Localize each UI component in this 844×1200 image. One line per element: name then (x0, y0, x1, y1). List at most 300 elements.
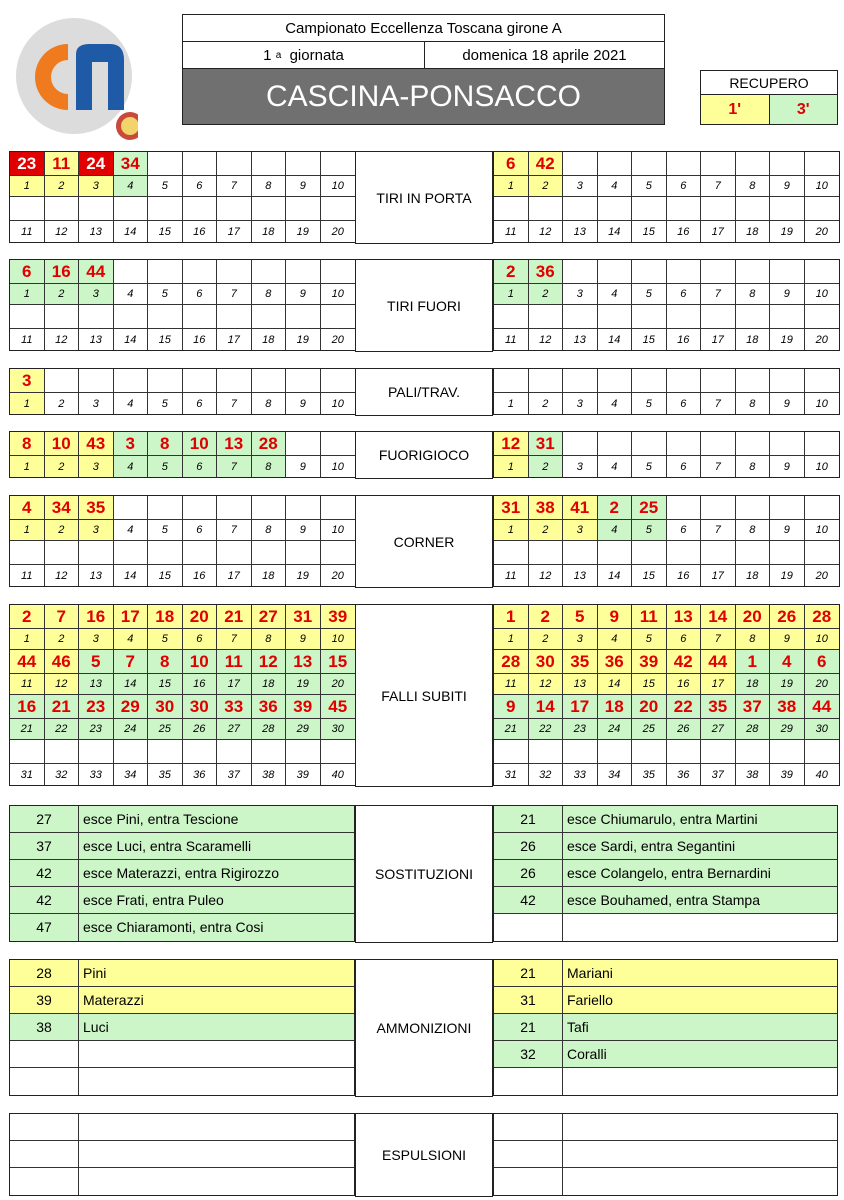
away-corner-index: 19 (770, 565, 805, 586)
home-tiri-fuori-value (114, 305, 149, 329)
away-pali-trav-value (529, 369, 564, 393)
away-corner-index: 14 (598, 565, 633, 586)
home-expulsions-row (10, 1114, 354, 1141)
home-tiri-fuori-value (321, 305, 356, 329)
home-tiri-in-porta-index: 3 (79, 176, 114, 197)
away-falli-subiti-value (667, 740, 702, 764)
away-tiri-fuori-value (632, 260, 667, 284)
home-falli-subiti-value: 5 (79, 650, 114, 674)
away-corner-index: 11 (494, 565, 529, 586)
home-pali-trav-value (321, 369, 356, 393)
home-falli-subiti-value (10, 740, 45, 764)
home-tiri-fuori-index: 7 (217, 284, 252, 305)
home-substitutions-row (10, 833, 354, 860)
home-corner-value: 35 (79, 496, 114, 520)
away-tiri-in-porta-value (805, 152, 840, 176)
home-tiri-fuori-index: 5 (148, 284, 183, 305)
away-falli-subiti-value: 28 (494, 650, 529, 674)
match-title: CASCINA-PONSACCO (183, 69, 664, 124)
away-corner-value (529, 541, 564, 565)
home-fuorigioco-index: 1 (10, 456, 45, 477)
home-substitutions-row (10, 887, 354, 914)
away-tiri-in-porta-index: 2 (529, 176, 564, 197)
home-falli-subiti-value: 23 (79, 695, 114, 719)
home-tiri-in-porta-value (217, 197, 252, 221)
minute: 31 (494, 987, 563, 1013)
home-falli-subiti-value: 36 (252, 695, 287, 719)
away-expulsions-row (494, 1141, 837, 1168)
away-substitutions-table (493, 805, 838, 942)
away-falli-subiti-index: 30 (805, 719, 840, 740)
away-tiri-fuori-value (667, 305, 702, 329)
recupero-first-half: 1' (701, 95, 770, 124)
home-falli-subiti-index: 35 (148, 764, 183, 785)
away-falli-subiti-value (805, 740, 840, 764)
minute: 27 (10, 806, 79, 832)
away-pali-trav-grid (493, 368, 840, 415)
away-tiri-in-porta-index: 17 (701, 221, 736, 242)
away-tiri-fuori-value: 2 (494, 260, 529, 284)
home-tiri-fuori-index: 13 (79, 329, 114, 350)
home-falli-subiti-value (252, 740, 287, 764)
away-tiri-in-porta-value (563, 197, 598, 221)
away-pali-trav-index: 1 (494, 393, 529, 414)
home-tiri-fuori-index: 1 (10, 284, 45, 305)
away-falli-subiti-index: 4 (598, 629, 633, 650)
home-falli-subiti-value: 13 (286, 650, 321, 674)
away-corner-value (563, 541, 598, 565)
away-corner-value (770, 541, 805, 565)
home-falli-subiti-index: 17 (217, 674, 252, 695)
away-corner-value: 38 (529, 496, 564, 520)
away-tiri-in-porta-value (667, 197, 702, 221)
away-corner-index: 5 (632, 520, 667, 541)
corner-label: CORNER (355, 495, 493, 588)
away-tiri-fuori-value (701, 260, 736, 284)
home-corner-value (183, 496, 218, 520)
home-pali-trav-value (217, 369, 252, 393)
tiri-in-porta-label: TIRI IN PORTA (355, 151, 493, 244)
away-tiri-in-porta-value (736, 152, 771, 176)
away-fuorigioco-index: 7 (701, 456, 736, 477)
home-tiri-fuori-value (286, 260, 321, 284)
away-tiri-in-porta-index: 15 (632, 221, 667, 242)
away-fuorigioco-index: 8 (736, 456, 771, 477)
away-fuorigioco-index: 9 (770, 456, 805, 477)
minute: 42 (10, 887, 79, 913)
away-falli-subiti-value: 6 (805, 650, 840, 674)
minute: 42 (494, 887, 563, 913)
home-pali-trav-value (148, 369, 183, 393)
away-pali-trav-value (494, 369, 529, 393)
home-falli-subiti-value: 30 (183, 695, 218, 719)
home-bookings-table (9, 959, 355, 1096)
home-tiri-fuori-index: 14 (114, 329, 149, 350)
away-falli-subiti-index: 1 (494, 629, 529, 650)
away-tiri-in-porta-value (701, 197, 736, 221)
minute (10, 1168, 79, 1195)
away-fuorigioco-index: 2 (529, 456, 564, 477)
home-tiri-fuori-index: 15 (148, 329, 183, 350)
away-fuorigioco-value (736, 432, 771, 456)
event-text: Mariani (567, 965, 613, 981)
home-corner-value (217, 541, 252, 565)
home-tiri-in-porta-index: 14 (114, 221, 149, 242)
home-tiri-in-porta-index: 15 (148, 221, 183, 242)
home-falli-subiti-value: 46 (45, 650, 80, 674)
home-tiri-in-porta-index: 7 (217, 176, 252, 197)
home-falli-subiti-index: 29 (286, 719, 321, 740)
away-tiri-fuori-value (494, 305, 529, 329)
away-corner-value: 25 (632, 496, 667, 520)
away-tiri-in-porta-value (770, 197, 805, 221)
home-corner-index: 14 (114, 565, 149, 586)
home-tiri-in-porta-value (183, 197, 218, 221)
home-pali-trav-value (252, 369, 287, 393)
home-falli-subiti-value: 12 (252, 650, 287, 674)
home-pali-trav-index: 1 (10, 393, 45, 414)
home-tiri-fuori-index: 20 (331, 333, 344, 346)
away-tiri-in-porta-index: 4 (598, 176, 633, 197)
minute: 47 (10, 914, 79, 941)
home-tiri-fuori-value (252, 305, 287, 329)
away-falli-subiti-index: 3 (563, 629, 598, 650)
minute (494, 1168, 563, 1195)
event-text: esce Pini, entra Tescione (83, 811, 239, 827)
home-falli-subiti-value (217, 740, 252, 764)
home-falli-subiti-index: 9 (286, 629, 321, 650)
minute: 21 (494, 1014, 563, 1040)
away-tiri-fuori-index: 8 (736, 284, 771, 305)
away-tiri-in-porta-value: 6 (494, 152, 529, 176)
away-tiri-fuori-index: 1 (494, 284, 529, 305)
home-fuorigioco-value: 13 (217, 432, 252, 456)
home-fuorigioco-index: 7 (217, 456, 252, 477)
event-text: esce Bouhamed, entra Stampa (567, 892, 761, 908)
away-corner-value (494, 541, 529, 565)
event-text (79, 1068, 354, 1095)
home-falli-subiti-index: 12 (45, 674, 80, 695)
event-text: esce Colangelo, entra Bernardini (567, 865, 771, 881)
away-corner-value (701, 541, 736, 565)
away-tiri-fuori-index: 18 (736, 329, 771, 350)
bookings-label: AMMONIZIONI (355, 959, 493, 1097)
away-tiri-fuori-index: 9 (770, 284, 805, 305)
away-tiri-fuori-value (667, 260, 702, 284)
away-pali-trav-index: 3 (563, 393, 598, 414)
away-falli-subiti-value (736, 740, 771, 764)
home-corner-value: 4 (10, 496, 45, 520)
away-corner-value (632, 541, 667, 565)
away-falli-subiti-value: 22 (667, 695, 702, 719)
away-falli-subiti-value: 1 (736, 650, 771, 674)
away-falli-subiti-index: 38 (736, 764, 771, 785)
home-falli-subiti-index: 30 (321, 719, 356, 740)
away-corner-value (736, 541, 771, 565)
home-falli-subiti-value (45, 740, 80, 764)
away-tiri-fuori-grid (493, 259, 840, 351)
fuorigioco-label: FUORIGIOCO (355, 431, 493, 479)
away-falli-subiti-index: 36 (667, 764, 702, 785)
home-corner-value (252, 541, 287, 565)
away-tiri-fuori-value (563, 260, 598, 284)
home-falli-subiti-value: 8 (148, 650, 183, 674)
home-pali-trav-index: 8 (252, 393, 287, 414)
away-falli-subiti-index: 34 (598, 764, 633, 785)
away-tiri-in-porta-value (632, 152, 667, 176)
home-expulsions-table (9, 1113, 355, 1196)
home-tiri-fuori-value (286, 305, 321, 329)
home-corner-value (148, 496, 183, 520)
home-falli-subiti-index: 38 (252, 764, 287, 785)
home-tiri-fuori-index: 17 (217, 329, 252, 350)
home-falli-subiti-value: 18 (148, 605, 183, 629)
home-falli-subiti-value: 21 (217, 605, 252, 629)
away-tiri-fuori-index: 15 (632, 329, 667, 350)
home-pali-trav-index: 3 (79, 393, 114, 414)
away-tiri-in-porta-index: 10 (805, 176, 840, 197)
home-corner-value: 34 (45, 496, 80, 520)
home-falli-subiti-index: 22 (45, 719, 80, 740)
home-falli-subiti-value: 11 (217, 650, 252, 674)
home-pali-trav-value (286, 369, 321, 393)
home-falli-subiti-value: 31 (286, 605, 321, 629)
home-falli-subiti-index: 24 (114, 719, 149, 740)
home-falli-subiti-index: 31 (10, 764, 45, 785)
home-fuorigioco-value: 43 (79, 432, 114, 456)
event-text: esce Luci, entra Scaramelli (83, 838, 252, 854)
away-tiri-fuori-index: 20 (815, 333, 828, 346)
away-falli-subiti-index: 7 (701, 629, 736, 650)
home-corner-index: 7 (217, 520, 252, 541)
home-falli-subiti-value: 45 (321, 695, 356, 719)
minute: 26 (494, 833, 563, 859)
away-bookings-row (494, 960, 837, 987)
home-falli-subiti-index: 5 (148, 629, 183, 650)
minute (494, 1114, 563, 1140)
home-fuorigioco-index: 8 (252, 456, 287, 477)
away-corner-value (667, 541, 702, 565)
event-text (563, 914, 837, 941)
away-falli-subiti-value: 14 (529, 695, 564, 719)
event-text (563, 1168, 837, 1195)
home-pali-trav-index: 2 (45, 393, 80, 414)
match-date: domenica 18 aprile 2021 (462, 46, 627, 64)
away-falli-subiti-index: 39 (770, 764, 805, 785)
home-tiri-fuori-index: 8 (252, 284, 287, 305)
away-tiri-in-porta-value (494, 197, 529, 221)
home-tiri-fuori-value (321, 260, 356, 284)
away-falli-subiti-index: 9 (770, 629, 805, 650)
home-falli-subiti-index: 37 (217, 764, 252, 785)
home-bookings-row (10, 1068, 354, 1095)
home-tiri-fuori-index: 6 (183, 284, 218, 305)
away-tiri-in-porta-index: 20 (815, 225, 828, 238)
pali-trav-label: PALI/TRAV. (355, 368, 493, 416)
away-tiri-in-porta-index: 13 (563, 221, 598, 242)
away-tiri-fuori-value (701, 305, 736, 329)
away-bookings-row (494, 1014, 837, 1041)
away-tiri-in-porta-index: 19 (770, 221, 805, 242)
home-tiri-in-porta-value (286, 152, 321, 176)
home-falli-subiti-index: 33 (79, 764, 114, 785)
home-tiri-in-porta-index: 9 (286, 176, 321, 197)
away-substitutions-row (494, 887, 837, 914)
home-falli-subiti-value: 2 (10, 605, 45, 629)
away-falli-subiti-value: 4 (770, 650, 805, 674)
home-tiri-fuori-value (45, 305, 80, 329)
away-pali-trav-value (632, 369, 667, 393)
event-text (79, 1141, 354, 1167)
home-corner-index: 15 (148, 565, 183, 586)
home-tiri-fuori-value (10, 305, 45, 329)
away-tiri-in-porta-index: 6 (667, 176, 702, 197)
away-tiri-in-porta-value (529, 197, 564, 221)
away-fuorigioco-value (563, 432, 598, 456)
away-falli-subiti-index: 15 (632, 674, 667, 695)
home-corner-index: 11 (10, 565, 45, 586)
round-label: 1 a giornata (183, 42, 425, 68)
home-tiri-in-porta-value: 11 (45, 152, 80, 176)
away-tiri-fuori-index: 6 (667, 284, 702, 305)
minute: 37 (10, 833, 79, 859)
away-corner-index: 17 (701, 565, 736, 586)
away-tiri-fuori-value (736, 305, 771, 329)
home-tiri-fuori-value (252, 260, 287, 284)
home-bookings-row (10, 960, 354, 987)
home-falli-subiti-index: 7 (217, 629, 252, 650)
home-falli-subiti-index: 1 (10, 629, 45, 650)
home-falli-subiti-index: 19 (286, 674, 321, 695)
away-tiri-in-porta-index: 8 (736, 176, 771, 197)
away-falli-subiti-index: 23 (563, 719, 598, 740)
away-pali-trav-value (598, 369, 633, 393)
home-fuorigioco-index: 6 (183, 456, 218, 477)
away-falli-subiti-index: 12 (529, 674, 564, 695)
home-fuorigioco-value (321, 432, 356, 456)
home-falli-subiti-value (79, 740, 114, 764)
home-tiri-in-porta-index: 1 (10, 176, 45, 197)
event-text (79, 1041, 354, 1067)
away-pali-trav-index: 7 (701, 393, 736, 414)
home-tiri-fuori-index: 4 (114, 284, 149, 305)
away-pali-trav-index: 10 (815, 397, 828, 410)
away-corner-grid (493, 495, 840, 587)
home-corner-value (286, 496, 321, 520)
away-falli-subiti-index: 31 (494, 764, 529, 785)
home-corner-grid (9, 495, 356, 587)
minute (494, 1141, 563, 1167)
home-tiri-in-porta-value: 34 (114, 152, 149, 176)
home-falli-subiti-value (286, 740, 321, 764)
away-tiri-fuori-index: 16 (667, 329, 702, 350)
home-tiri-fuori-value: 44 (79, 260, 114, 284)
home-falli-subiti-index: 11 (10, 674, 45, 695)
away-fuorigioco-index: 5 (632, 456, 667, 477)
away-pali-trav-value (736, 369, 771, 393)
away-falli-subiti-index: 18 (736, 674, 771, 695)
away-falli-subiti-index: 8 (736, 629, 771, 650)
away-falli-subiti-grid (493, 604, 840, 786)
home-falli-subiti-index: 6 (183, 629, 218, 650)
home-tiri-in-porta-value (79, 197, 114, 221)
home-tiri-in-porta-index: 17 (217, 221, 252, 242)
away-tiri-in-porta-value (598, 152, 633, 176)
home-tiri-fuori-value: 6 (10, 260, 45, 284)
home-falli-subiti-index: 25 (148, 719, 183, 740)
home-corner-value (286, 541, 321, 565)
home-falli-subiti-value: 7 (45, 605, 80, 629)
home-tiri-fuori-value (148, 305, 183, 329)
home-falli-subiti-value (148, 740, 183, 764)
away-corner-index: 9 (770, 520, 805, 541)
away-tiri-fuori-index: 17 (701, 329, 736, 350)
away-falli-subiti-index: 10 (805, 629, 840, 650)
away-falli-subiti-index: 11 (494, 674, 529, 695)
home-corner-index: 18 (252, 565, 287, 586)
home-tiri-in-porta-index: 8 (252, 176, 287, 197)
minute (494, 914, 563, 941)
away-corner-index: 6 (667, 520, 702, 541)
away-falli-subiti-index: 26 (667, 719, 702, 740)
away-falli-subiti-value: 37 (736, 695, 771, 719)
event-text: esce Frati, entra Puleo (83, 892, 224, 908)
away-pali-trav-value (701, 369, 736, 393)
away-fuorigioco-value (770, 432, 805, 456)
away-substitutions-row (494, 860, 837, 887)
away-falli-subiti-index: 13 (563, 674, 598, 695)
away-corner-index: 10 (805, 520, 840, 541)
away-corner-index: 15 (632, 565, 667, 586)
away-falli-subiti-value: 9 (494, 695, 529, 719)
event-text: esce Materazzi, entra Rigirozzo (83, 865, 280, 881)
home-tiri-in-porta-value (286, 197, 321, 221)
away-tiri-fuori-value (598, 305, 633, 329)
home-tiri-in-porta-value (183, 152, 218, 176)
home-pali-trav-index: 9 (286, 393, 321, 414)
away-corner-value (736, 496, 771, 520)
home-corner-index: 1 (10, 520, 45, 541)
home-falli-subiti-value: 44 (10, 650, 45, 674)
home-tiri-in-porta-value (217, 152, 252, 176)
home-fuorigioco-value: 8 (10, 432, 45, 456)
away-corner-value: 41 (563, 496, 598, 520)
away-tiri-in-porta-index: 7 (701, 176, 736, 197)
home-tiri-in-porta-index: 2 (45, 176, 80, 197)
minute: 21 (494, 960, 563, 986)
recupero-box (700, 70, 838, 125)
home-pali-trav-value (114, 369, 149, 393)
home-tiri-fuori-index: 16 (183, 329, 218, 350)
away-tiri-in-porta-grid (493, 151, 840, 243)
home-expulsions-row (10, 1141, 354, 1168)
away-tiri-fuori-index: 2 (529, 284, 564, 305)
away-tiri-fuori-index: 7 (701, 284, 736, 305)
away-falli-subiti-value (701, 740, 736, 764)
home-falli-subiti-index: 40 (331, 768, 344, 781)
home-tiri-in-porta-index: 19 (286, 221, 321, 242)
home-fuorigioco-grid (9, 431, 356, 478)
away-falli-subiti-value (770, 740, 805, 764)
away-falli-subiti-value: 2 (529, 605, 564, 629)
substitutions-label: SOSTITUZIONI (355, 805, 493, 943)
away-pali-trav-value (770, 369, 805, 393)
home-falli-subiti-index: 13 (79, 674, 114, 695)
home-fuorigioco-value: 28 (252, 432, 287, 456)
away-tiri-in-porta-value (563, 152, 598, 176)
minute: 38 (10, 1014, 79, 1040)
home-pali-trav-value (45, 369, 80, 393)
